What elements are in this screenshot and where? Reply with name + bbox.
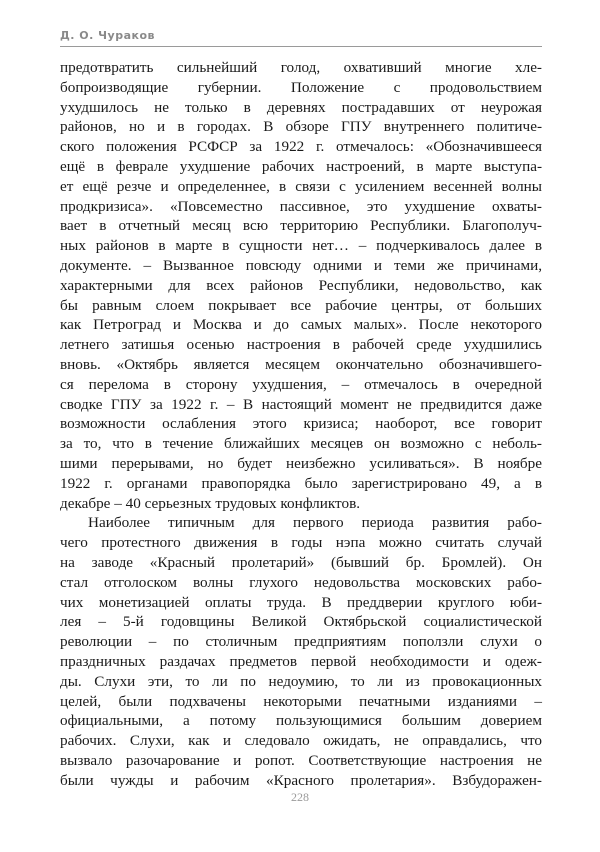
text-line: как Петроград и Москва и до самых малых». После некоторого bbox=[60, 316, 542, 334]
paragraph-start-line: Наиболее типичным для первого периода развития рабо- bbox=[88, 514, 542, 532]
text-line: целей, были подхвачены некоторыми печатными изданиями – bbox=[60, 692, 542, 710]
page-number: 228 bbox=[291, 790, 309, 804]
text-line: революции – по столичным предприятиям поползли слухи о bbox=[60, 633, 542, 651]
text-line: продкризиса». «Повсеместно пассивное, это ухудшение охваты- bbox=[60, 197, 542, 215]
text-line: за то, что в течение ближайших месяцев он возможно с неболь- bbox=[60, 435, 542, 453]
text-line: официальными, а потому пользующимися большим доверием bbox=[60, 712, 542, 730]
text-line: предотвратить сильнейший голод, охвативший многие хле- bbox=[60, 59, 542, 76]
text-line: ского положения РСФСР за 1922 г. отмечалось: «Обозначившееся bbox=[60, 138, 542, 156]
text-line: районов, но и в городах. В обзоре ГПУ внутреннего политиче- bbox=[60, 118, 542, 136]
text-line: ся перелома в сторону ухудшения, – отмечалось в очередной bbox=[60, 375, 542, 393]
running-header bbox=[60, 26, 542, 48]
text-line: летнего затишья осенью настроения в рабочей среде ухудшились bbox=[60, 336, 542, 354]
text-line: праздничных раздачах предметов первой необходимости и одеж- bbox=[60, 652, 542, 670]
text-line: 1922 г. органами правопорядка было зарегистрировано 49, а в bbox=[60, 474, 542, 492]
text-line: вновь. «Октябрь является месяцем окончательно обозначившего- bbox=[60, 355, 542, 373]
text-line: бы равным слоем покрывает все рабочие центры, от больших bbox=[60, 296, 542, 314]
body-text bbox=[60, 58, 542, 790]
paragraph-end-line: декабре – 40 серьезных трудовых конфликтов. bbox=[60, 494, 361, 512]
text-line: характерными для всех районов Республики, недовольство, как bbox=[60, 276, 542, 294]
text-line: вает в отчетный месяц всю территорию Республики. Благополуч- bbox=[60, 217, 542, 235]
text-line: на заводе «Красный пролетарий» (бывший бр. Бромлей). Он bbox=[60, 553, 542, 571]
text-line: стал отголоском волны глухого недовольства московских рабо- bbox=[60, 573, 542, 591]
text-line: документе. – Вызванное повсюду одними и теми же причинами, bbox=[60, 256, 542, 274]
text-line: были чужды и рабочим «Красного пролетария». Взбудоражен- bbox=[60, 771, 542, 789]
header-author: Д. О. Чураков bbox=[60, 29, 156, 42]
text-line: бопроизводящие губернии. Положение с продовольствием bbox=[60, 78, 542, 96]
text-line: рабочих. Слухи, как и следовало ожидать, не оправдались, что bbox=[60, 732, 542, 750]
text-line: вызвало разочарование и ропот. Соответствующие настроения не bbox=[60, 751, 542, 769]
text-line: сводке ГПУ за 1922 г. – В настоящий момент не предвидится даже bbox=[60, 395, 542, 413]
text-line: шими перерывами, но будет неизбежно усиливаться». В ноябре bbox=[60, 454, 542, 472]
text-line: ных районов в марте в сущности нет… – подчеркивалось далее в bbox=[60, 237, 542, 255]
header-rule bbox=[60, 46, 542, 47]
text-line: чего протестного движения в годы нэпа можно считать случай bbox=[60, 534, 542, 552]
text-line: ухудшилось не только в деревнях пострадавших от неурожая bbox=[60, 98, 542, 116]
text-line: ещё в феврале ухудшение рабочих настроений, в марте выступа- bbox=[60, 157, 542, 175]
text-line: лея – 5-й годовщины Великой Октябрьской социалистической bbox=[60, 613, 542, 631]
text-line: чих монетизацией оплаты труда. В преддверии круглого юби- bbox=[60, 593, 542, 611]
text-line: ды. Слухи эти, то ли по недоумию, то ли из провокационных bbox=[60, 672, 542, 690]
text-line: возможности ослабления этого кризиса; наоборот, все говорит bbox=[60, 415, 542, 433]
text-line: ет ещё резче и определеннее, в связи с усилением весенней волны bbox=[60, 177, 542, 195]
